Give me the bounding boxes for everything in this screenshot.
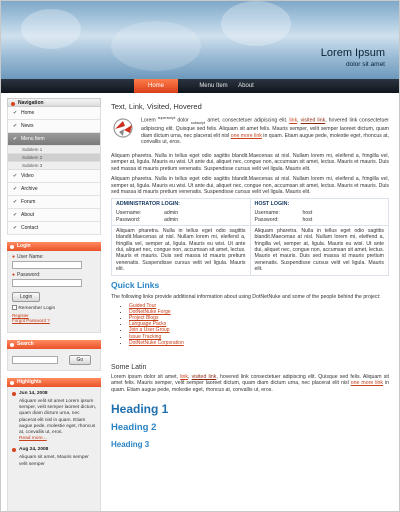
check-icon: ✔ bbox=[13, 225, 18, 231]
sidebar-item-menu-item[interactable]: ✔ Menu Item bbox=[8, 133, 100, 146]
highlight-text: Aliquam velit sit amet Lorem ipsum semper, velit semper laoreet dictum, quam diam dictum urna, nec placerat elit nisl in quam. Etiam augue pede, molestie eget, rhoncus at, convallis ut, eros. bbox=[19, 399, 97, 436]
more-link[interactable]: one more link bbox=[230, 132, 262, 139]
heading-2: Heading 2 bbox=[111, 421, 157, 433]
username-input[interactable] bbox=[12, 261, 82, 269]
site-subtitle: dolor sit amet bbox=[345, 61, 385, 68]
login-info-table bbox=[111, 198, 389, 275]
login-title: Login bbox=[7, 242, 101, 251]
bullet-icon bbox=[12, 448, 16, 452]
highlight-date: Aug 24, 2008 bbox=[11, 447, 97, 452]
login-panel bbox=[7, 251, 101, 333]
highlight-date: Jun 14, 2008 bbox=[11, 391, 97, 396]
go-button[interactable]: Go bbox=[69, 355, 92, 365]
host-password: Password: host bbox=[254, 216, 313, 223]
read-more-link[interactable]: Read more... bbox=[19, 436, 47, 442]
sidebar-item-contact[interactable]: ✔ Contact bbox=[8, 222, 100, 235]
quick-link-user-group[interactable]: ▪ Join a User Group bbox=[129, 327, 389, 333]
check-icon: ✔ bbox=[13, 186, 18, 192]
navigation-menu bbox=[7, 107, 101, 235]
nav-about[interactable]: About bbox=[238, 83, 254, 89]
bullet-icon bbox=[10, 245, 14, 249]
gallery-icon bbox=[111, 117, 135, 139]
sidebar-item-archive[interactable]: ✔ Archive bbox=[8, 183, 100, 196]
search-title: Search bbox=[7, 340, 101, 349]
forgot-password-link[interactable]: Forgot Password ? bbox=[12, 317, 50, 323]
remember-login[interactable]: Remember Login bbox=[12, 305, 96, 311]
inline-link[interactable]: link bbox=[289, 117, 298, 124]
bullet-icon bbox=[10, 343, 14, 347]
bullet-icon bbox=[11, 102, 15, 106]
help-icon: ● bbox=[12, 254, 16, 260]
visited-link[interactable]: visited link bbox=[300, 117, 326, 124]
top-nav bbox=[1, 79, 399, 93]
quick-link-corporation[interactable]: ▪ DotNetNuke Corporation bbox=[129, 340, 389, 346]
sidebar-subitem-3[interactable]: Subitem 3 bbox=[8, 162, 100, 170]
host-username: Username: host bbox=[254, 210, 313, 217]
site-title: Lorem Ipsum bbox=[320, 47, 385, 59]
register-link[interactable]: Register bbox=[12, 312, 29, 318]
bullet-icon bbox=[12, 392, 16, 396]
quick-link-forge[interactable]: ▪ DotNetNuke Forge bbox=[129, 309, 389, 315]
highlight-text: Aliquam sit amet, Mauris semper velit semper bbox=[19, 455, 89, 467]
intro-paragraph: Lorem $^{superscript}$ dolor $_{subscript}$ amet, consectetuer adipiscing elit. link, visited link, hovered link consectetuer adipiscing elit. Quisque sed felis. Aliquam sit amet felis. Mauris semper, velit semper laoreet dictum, quam diam dictum urna, nec placerat elit nisl one more link in quam. Etiam augue pede, molestie eget, rhoncus at, convallis ut, eros. bbox=[141, 116, 389, 145]
inline-link[interactable]: link bbox=[180, 373, 188, 380]
sidebar-item-news[interactable]: ✔ News bbox=[8, 120, 100, 133]
main-content bbox=[111, 98, 389, 512]
sidebar-subitem-2[interactable]: Subitem 2 bbox=[8, 154, 100, 162]
sidebar-item-home[interactable]: ✔ Home bbox=[8, 107, 100, 120]
visited-link[interactable]: visited link bbox=[191, 373, 217, 380]
admin-login-cell bbox=[112, 199, 251, 225]
header-decoration bbox=[111, 21, 201, 71]
search-input[interactable] bbox=[12, 356, 58, 364]
heading-3: Heading 3 bbox=[111, 439, 150, 449]
admin-login-title: ADMINISTRATOR LOGIN: bbox=[116, 201, 180, 208]
password-input[interactable] bbox=[12, 279, 82, 287]
quick-link-guided-tour[interactable]: ▪ Guided Tour bbox=[129, 303, 389, 309]
help-icon: ● bbox=[12, 272, 16, 278]
bullet-icon bbox=[10, 381, 14, 385]
sidebar-item-about[interactable]: ✔ About bbox=[8, 209, 100, 222]
quick-link-language-packs[interactable]: ▪ Language Packs bbox=[129, 321, 389, 327]
check-icon: ✔ bbox=[13, 110, 18, 116]
sidebar bbox=[7, 98, 101, 512]
admin-password: Password: admin bbox=[116, 216, 179, 223]
sidebar-item-video[interactable]: ✔ Video bbox=[8, 170, 100, 183]
check-icon: ✔ bbox=[13, 136, 18, 142]
quick-link-issue-tracking[interactable]: ▪ Issue Tracking bbox=[129, 334, 389, 340]
navigation-title bbox=[7, 98, 101, 107]
host-column-text: Aliquam pharetra. Nulla in tellus eget odio sagittis blandit.Maecenas at nisl. Nullam lorem mi, eleifend a, fringilla vel, semper at, ligula. Mauris eu wisi. Ut ante dui, aliquet nec, congue non, accumsan sit amet, lectus. Mauris et mauris. Duis sed massa id mauris pretium venenatis. Suspendisse cursus velit vel ligula. Mauris elit. bbox=[250, 225, 389, 275]
password-label: ● Password: bbox=[12, 272, 41, 278]
check-icon: ✔ bbox=[13, 173, 18, 179]
sidebar-item-forum[interactable]: ✔ Forum bbox=[8, 196, 100, 209]
latin-title: Some Latin bbox=[111, 363, 147, 371]
header-decoration bbox=[21, 9, 81, 49]
sidebar-subitem-1[interactable]: Subitem 1 bbox=[8, 146, 100, 154]
username-label: ● User Name: bbox=[12, 254, 44, 260]
remember-checkbox[interactable] bbox=[12, 305, 17, 310]
quick-link-blogs[interactable]: ▪ Project Blogs bbox=[129, 315, 389, 321]
check-icon: ✔ bbox=[13, 199, 18, 205]
login-button[interactable]: Login bbox=[12, 292, 40, 302]
admin-username: Username: admin bbox=[116, 210, 179, 217]
check-icon: ✔ bbox=[13, 123, 18, 129]
intro-block bbox=[111, 115, 389, 151]
host-login-title: HOST LOGIN: bbox=[254, 201, 290, 208]
header-decoration bbox=[221, 1, 291, 46]
nav-home[interactable]: Home bbox=[134, 79, 178, 93]
quick-links-intro: The following links provide additional information about using DotNetNuke and some of the people behind the project: bbox=[111, 293, 381, 300]
heading-1: Heading 1 bbox=[111, 401, 169, 416]
admin-column-text: Aliquam pharetra. Nulla in tellus eget odio sagittis blandit.Maecenas at nisl. Nullam lorem mi, eleifend a, fringilla vel, semper at, ligula. Mauris eu wisi. Ut ante dui, aliquet nec, congue non, accumsan sit amet, lectus. Mauris et mauris. Duis sed massa id mauris pretium venenatis. Suspendisse cursus velit vel ligula. Mauris elit. bbox=[112, 225, 251, 275]
quick-links-list bbox=[129, 303, 389, 346]
highlights-panel bbox=[7, 387, 101, 512]
navigation-title-text: Navigation bbox=[18, 100, 44, 106]
highlights-title: Highlights bbox=[7, 378, 101, 387]
more-link[interactable]: one more link bbox=[350, 380, 383, 387]
paragraph-1: Aliquam pharetra. Nulla in tellus eget odio sagittis blandit.Maecenas at nisl. Nullam lorem mi, eleifend a, fringilla vel, semper at, ligula. Mauris eu wisi. Ut ante dui, aliquet nec, congue non, accumsan sit amet, lectus. Mauris et mauris. Duis sed massa id mauris pretium venenatis. Suspendisse cursus velit vel ligula. Mauris elit. bbox=[111, 153, 389, 172]
section-heading: Text, Link, Visited, Hovered bbox=[111, 102, 202, 111]
host-login-cell bbox=[250, 199, 389, 225]
check-icon: ✔ bbox=[13, 212, 18, 218]
nav-menu-item[interactable]: Menu Item bbox=[199, 83, 228, 89]
site-header bbox=[1, 1, 399, 79]
latin-paragraph: Lorem ipsum dolor sit amet, link, visited link, hovered link consectetuer adipiscing elit. Quisque sed felis. Aliquam sit amet felis. Mauris semper, velit semper laoreet dictum, quam diam dictum urna, nec placerat elit nisl one more link in quam. Etiam augue pede, molestie eget, rhoncus at, convallis ut, eros. bbox=[111, 373, 389, 393]
quick-links-title: Quick Links bbox=[111, 279, 160, 290]
search-panel bbox=[7, 349, 101, 371]
paragraph-2: Aliquam pharetra. Nulla in tellus eget odio sagittis blandit.Maecenas at nisl. Nullam lorem mi, eleifend a, fringilla vel, semper at, ligula. Mauris eu wisi. Ut ante dui, aliquet nec, congue non, accumsan sit amet, lectus. Mauris et mauris. Duis sed massa id mauris pretium venenatis. Suspendisse cursus velit vel ligula. Mauris elit. bbox=[111, 176, 389, 196]
